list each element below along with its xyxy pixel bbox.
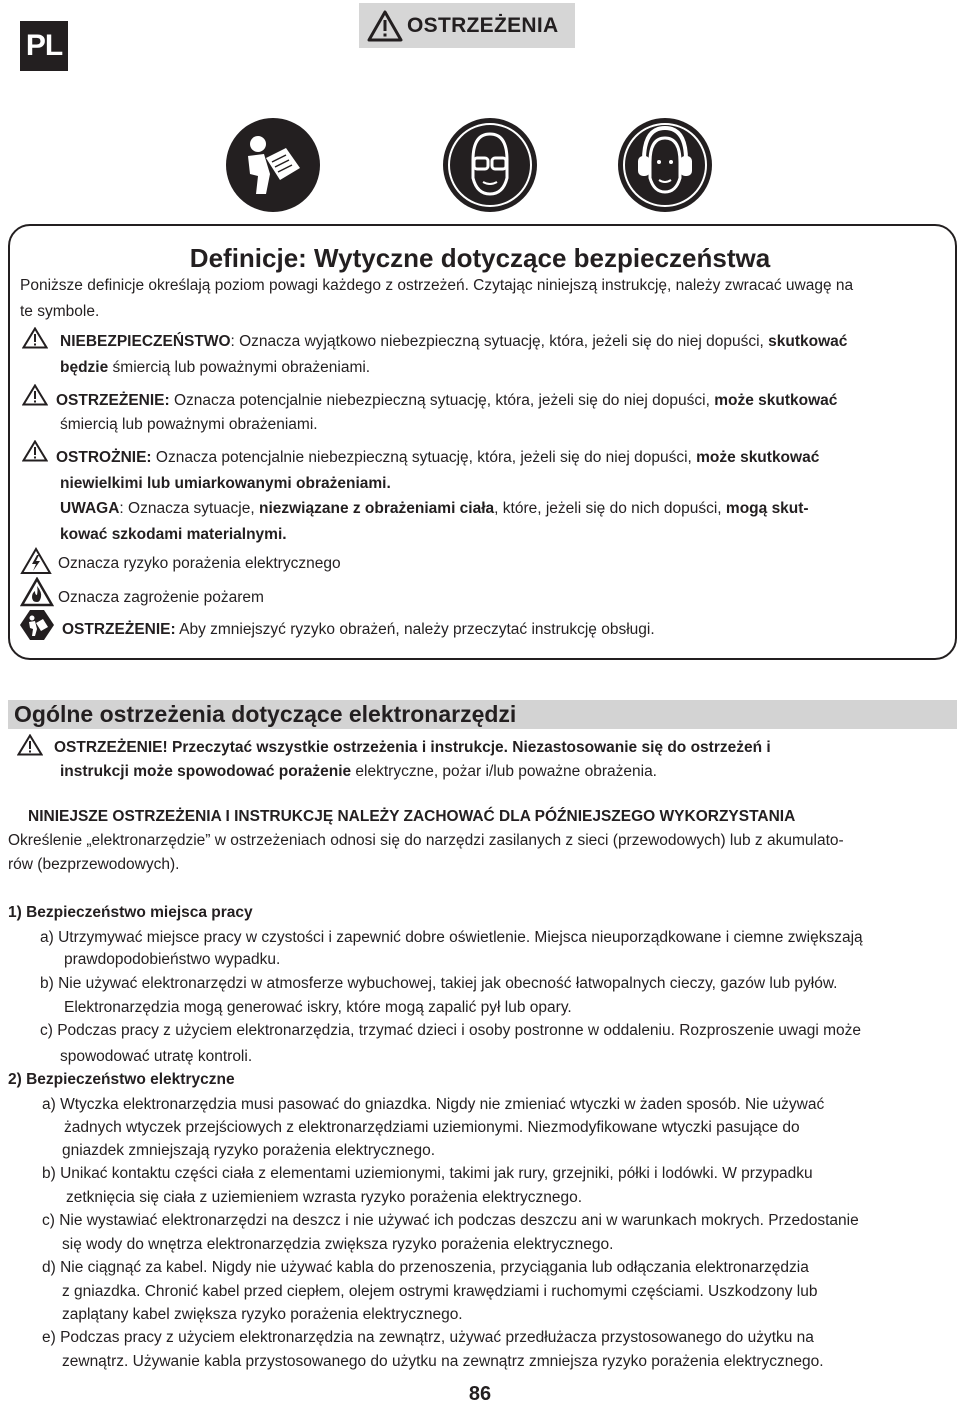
danger-triangle-icon bbox=[22, 327, 48, 349]
general-warnings-title: Ogólne ostrzeżenia dotyczące elektronarzędzi bbox=[14, 701, 517, 727]
fire-hazard-icon bbox=[20, 577, 54, 607]
fire-definition: Oznacza zagrożenie pożarem bbox=[58, 589, 264, 606]
power-tool-definition-line-1: Określenie „elektronarzędzie” w ostrzeżeniach odnosi się do narzędzi zasilanych z sieci (przewodowych) lub z akumulato- bbox=[8, 832, 844, 849]
save-instructions-heading: NINIEJSZE OSTRZEŻENIA I INSTRUKCJĘ NALEŻY ZACHOWAĆ DLA PÓŹNIEJSZEGO WYKORZYSTANIA bbox=[28, 808, 796, 825]
section-2-line: z gniazdka. Chronić kabel przed ciepłem, olejem ostrymi krawędziami i ruchomymi częściami. Uszkodzony lub bbox=[62, 1283, 818, 1300]
section-2-line: d) Nie ciągnąć za kabel. Nigdy nie używać kabla do przenoszenia, przyciągania lub odłączania elektronarzędzia bbox=[42, 1259, 809, 1276]
section-1-line: b) Nie używać elektronarzędzi w atmosferze wybuchowej, takiej jak obecność łatwopalnych cieczy, gazów lub pyłów. bbox=[40, 975, 838, 992]
warning-definition-line-1: OSTRZEŻENIE: Oznacza potencjalnie niebezpieczną sytuację, która, jeżeli się do niej dopuści, może skutkować bbox=[56, 392, 838, 409]
warning-triangle-icon bbox=[367, 10, 403, 42]
section-1-line: Elektronarzędzia mogą generować iskry, które mogą zapalić pył lub opary. bbox=[64, 999, 572, 1016]
definitions-title: Definicje: Wytyczne dotyczące bezpieczeństwa bbox=[189, 243, 771, 273]
danger-definition-line-2: będzie śmiercią lub poważnymi obrażeniami. bbox=[60, 359, 371, 376]
section-2-title: 2) Bezpieczeństwo elektryczne bbox=[8, 1071, 235, 1088]
section-2-line: zewnątrz. Używanie kabla przystosowanego do użytku na zewnątrz zmniejsza ryzyko porażenia elektrycznego. bbox=[62, 1353, 824, 1370]
section-1-title: 1) Bezpieczeństwo miejsca pracy bbox=[8, 904, 253, 921]
section-2-line: gniazdek zmniejszają ryzyko porażenia elektrycznego. bbox=[62, 1142, 436, 1159]
power-tool-definition-line-2: rów (bezprzewodowych). bbox=[8, 856, 180, 873]
general-warning-line-2: instrukcji może spowodować porażenie elektryczne, pożar i/lub poważne obrażenia. bbox=[60, 763, 657, 780]
section-1-line: spowodować utratę kontroli. bbox=[60, 1048, 253, 1065]
general-warning-line-1: OSTRZEŻENIE! Przeczytać wszystkie ostrzeżenia i instrukcje. Niezastosowanie się do ostrzeżeń i bbox=[54, 739, 771, 756]
read-manual-small-icon bbox=[18, 608, 56, 642]
section-2-line: żadnych wtyczek przejściowych z elektronarzędziami uziemionymi. Niezmodyfikowane wtyczki pasujące do bbox=[64, 1119, 800, 1136]
danger-definition-line-1: NIEBEZPIECZEŃSTWO: Oznacza wyjątkowo niebezpieczną sytuację, która, jeżeli się do niej dopuści, skutkować bbox=[60, 333, 848, 350]
page-number: 86 bbox=[468, 1383, 492, 1405]
ear-protection-icon bbox=[618, 118, 712, 212]
section-2-line: zetknięcia się ciała z uziemieniem wzrasta ryzyko porażenia elektrycznego. bbox=[66, 1189, 583, 1206]
language-badge: PL bbox=[20, 21, 68, 71]
intro-line-1: Poniższe definicje określają poziom powagi każdego z ostrzeżeń. Czytając niniejszą instrukcję, należy zwracać uwagę na bbox=[20, 277, 854, 294]
read-manual-icon bbox=[226, 118, 320, 212]
section-2-line: się wody do wnętrza elektronarzędzia zwiększa ryzyko porażenia elektrycznego. bbox=[62, 1236, 614, 1253]
caution-definition-line-1: OSTROŻNIE: Oznacza potencjalnie niebezpieczną sytuację, która, jeżeli się do niej dopuści, może skutkować bbox=[56, 449, 820, 466]
banner-title: OSTRZEŻENIA bbox=[407, 13, 559, 37]
caution-definition-line-2: niewielkimi lub umiarkowanymi obrażeniami. bbox=[60, 475, 391, 492]
electric-shock-icon bbox=[20, 547, 52, 575]
section-1-line: c) Podczas pracy z użyciem elektronarzędzia, trzymać dzieci i osoby postronne w oddaleniu. Rozproszenie uwagi może bbox=[40, 1022, 862, 1039]
section-1-line: a) Utrzymywać miejsce pracy w czystości i zapewnić dobre oświetlenie. Miejsca nieuporządkowane i ciemne zwiększają bbox=[40, 929, 863, 946]
section-2-line: b) Unikać kontaktu części ciała z elementami uziemionymi, takimi jak rury, grzejniki, półki i lodówki. W przypadku bbox=[42, 1165, 813, 1182]
warnings-banner bbox=[359, 3, 575, 48]
notice-definition-line-1: UWAGA: Oznacza sytuacje, niezwiązane z obrażeniami ciała, które, jeżeli się do nich dopuści, mogą skut- bbox=[60, 500, 809, 517]
read-manual-definition: OSTRZEŻENIE: Aby zmniejszyć ryzyko obrażeń, należy przeczytać instrukcję obsługi. bbox=[62, 621, 655, 638]
general-warning-triangle-icon bbox=[17, 734, 43, 756]
electric-definition: Oznacza ryzyko porażenia elektrycznego bbox=[58, 555, 341, 572]
eye-protection-icon bbox=[443, 118, 537, 212]
section-1-line: prawdopodobieństwo wypadku. bbox=[64, 951, 281, 968]
notice-definition-line-2: kować szkodami materialnymi. bbox=[60, 526, 287, 543]
section-2-line: e) Podczas pracy z użyciem elektronarzędzia na zewnątrz, używać przedłużacza przystosowanego do użytku na bbox=[42, 1329, 814, 1346]
warning-triangle-icon bbox=[22, 384, 48, 406]
section-2-line: c) Nie wystawiać elektronarzędzi na deszcz i nie używać ich podczas deszczu ani w warunkach mokrych. Przedostanie bbox=[42, 1212, 859, 1229]
intro-line-2: te symbole. bbox=[20, 303, 100, 320]
section-2-line: zaplątany kabel zwiększa ryzyko porażenia elektrycznego. bbox=[62, 1306, 463, 1323]
caution-triangle-icon bbox=[22, 440, 48, 462]
section-2-line: a) Wtyczka elektronarzędzia musi pasować do gniazdka. Nigdy nie zmieniać wtyczki w żaden sposób. Nie używać bbox=[42, 1096, 825, 1113]
warning-definition-line-2: śmiercią lub poważnymi obrażeniami. bbox=[60, 416, 318, 433]
